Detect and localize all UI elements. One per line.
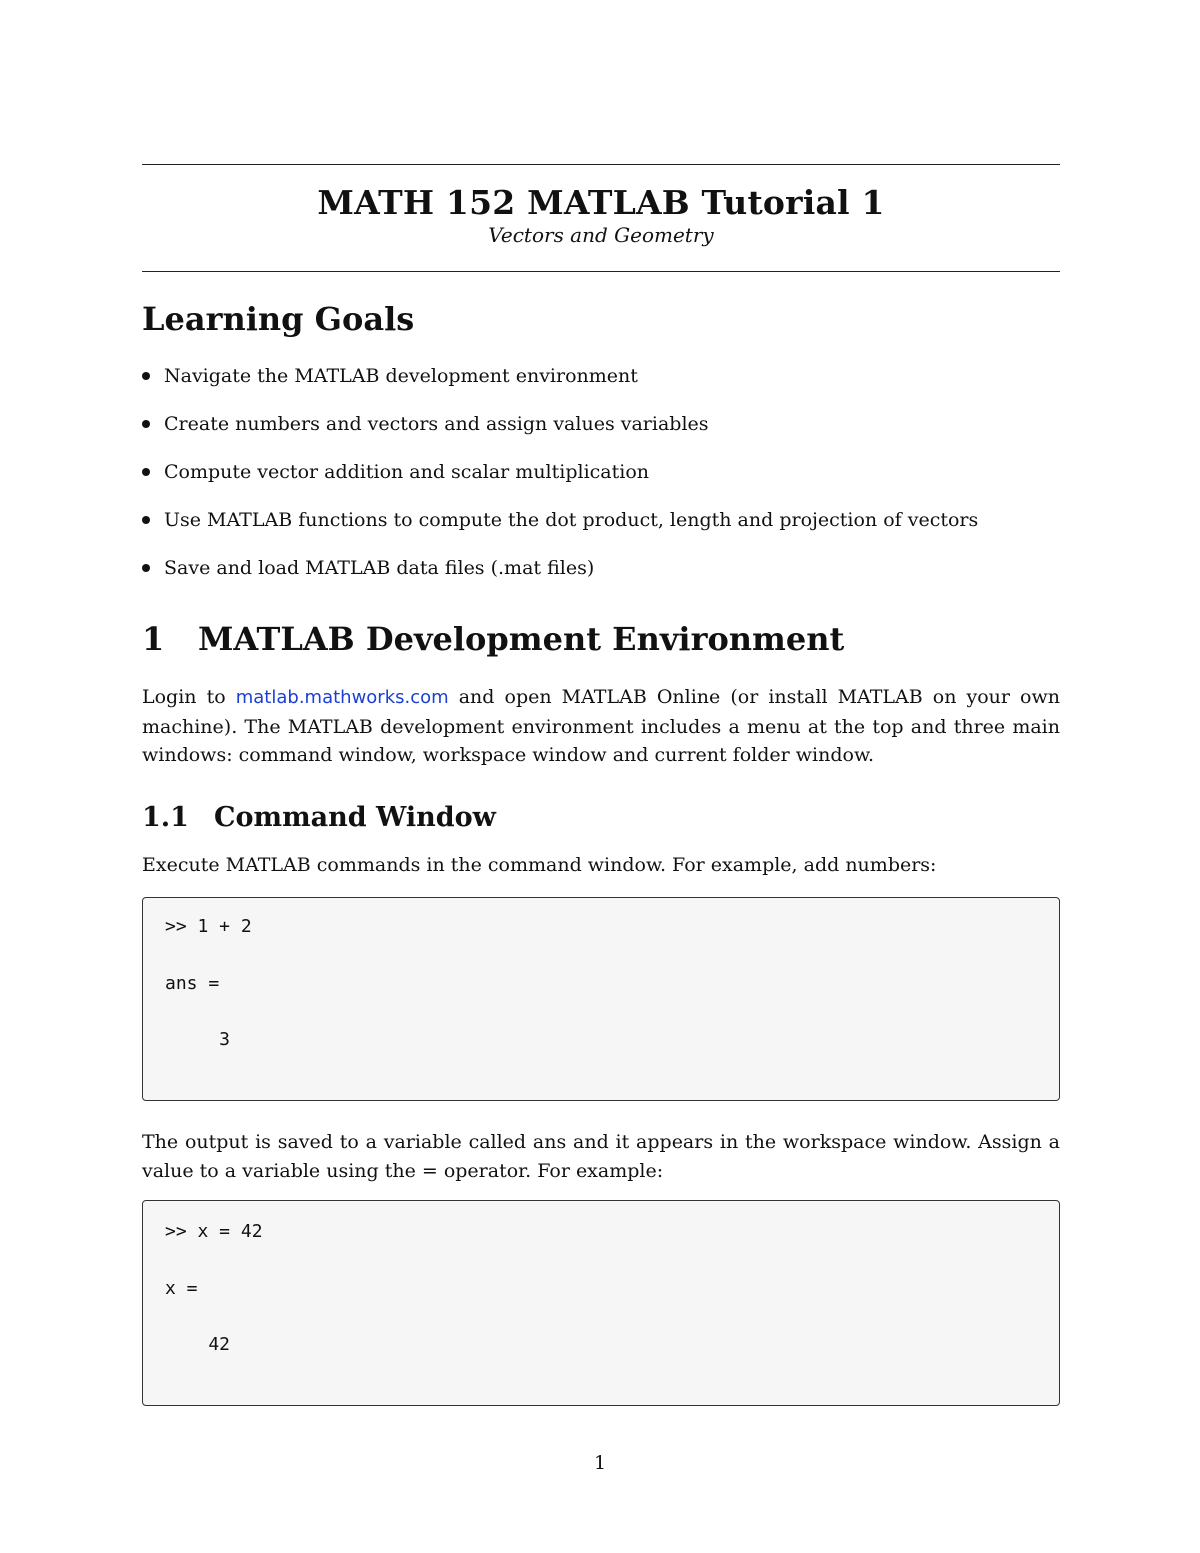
subsection-number: 1.1 (142, 802, 189, 833)
code-line: 3 (165, 1029, 231, 1050)
code-line: x = (165, 1278, 198, 1299)
section-number: 1 (142, 620, 165, 658)
bullet-icon (142, 516, 150, 524)
intro-text-end: and open MATLAB Online (or install MATLAB on your own machine). The MATLAB development environment includes a menu at the top and three main windows: command window, workspace window and current folder window. (142, 686, 1060, 766)
intro-text-start: Login to (142, 686, 236, 708)
list-item (142, 360, 1060, 408)
page-number: 1 (593, 1452, 607, 1474)
goal-text: Save and load MATLAB data files (.mat files) (164, 557, 595, 579)
code-line: >> x = 42 (165, 1221, 263, 1242)
code-block-assignment (142, 1200, 1060, 1406)
document-subtitle: Vectors and Geometry (488, 223, 714, 247)
bullet-icon (142, 564, 150, 572)
goal-text: Compute vector addition and scalar multiplication (164, 461, 650, 483)
command-window-paragraph-1: Execute MATLAB commands in the command window. For example, add numbers: (142, 854, 937, 876)
bullet-icon (142, 468, 150, 476)
learning-goals-list (142, 360, 1060, 600)
code-line: ans = (165, 973, 220, 994)
document-title: MATH 152 MATLAB Tutorial 1 (317, 183, 885, 222)
top-rule (142, 164, 1060, 165)
code-line: 42 (165, 1334, 231, 1355)
section-1-heading (142, 620, 844, 658)
command-window-paragraph-2: The output is saved to a variable called ans and it appears in the workspace window. Assign a value to a variable using the = operator. For example: (142, 1131, 1060, 1182)
bottom-rule (142, 271, 1060, 272)
goal-text: Use MATLAB functions to compute the dot product, length and projection of vectors (164, 509, 979, 531)
section-title: MATLAB Development Environment (198, 620, 845, 658)
bullet-icon (142, 372, 150, 380)
learning-goals-heading: Learning Goals (142, 300, 415, 338)
subsection-title: Command Window (214, 802, 496, 833)
list-item (142, 552, 1060, 600)
goal-text: Navigate the MATLAB development environment (164, 365, 638, 387)
goal-text: Create numbers and vectors and assign values variables (164, 413, 709, 435)
list-item (142, 408, 1060, 456)
list-item (142, 456, 1060, 504)
code-line: >> 1 + 2 (165, 916, 252, 937)
matlab-online-link[interactable]: matlab.mathworks.com (235, 687, 449, 708)
subsection-1-1-heading (142, 802, 496, 833)
bullet-icon (142, 420, 150, 428)
code-block-addition (142, 897, 1060, 1101)
list-item (142, 504, 1060, 552)
section-1-intro (142, 683, 1060, 770)
